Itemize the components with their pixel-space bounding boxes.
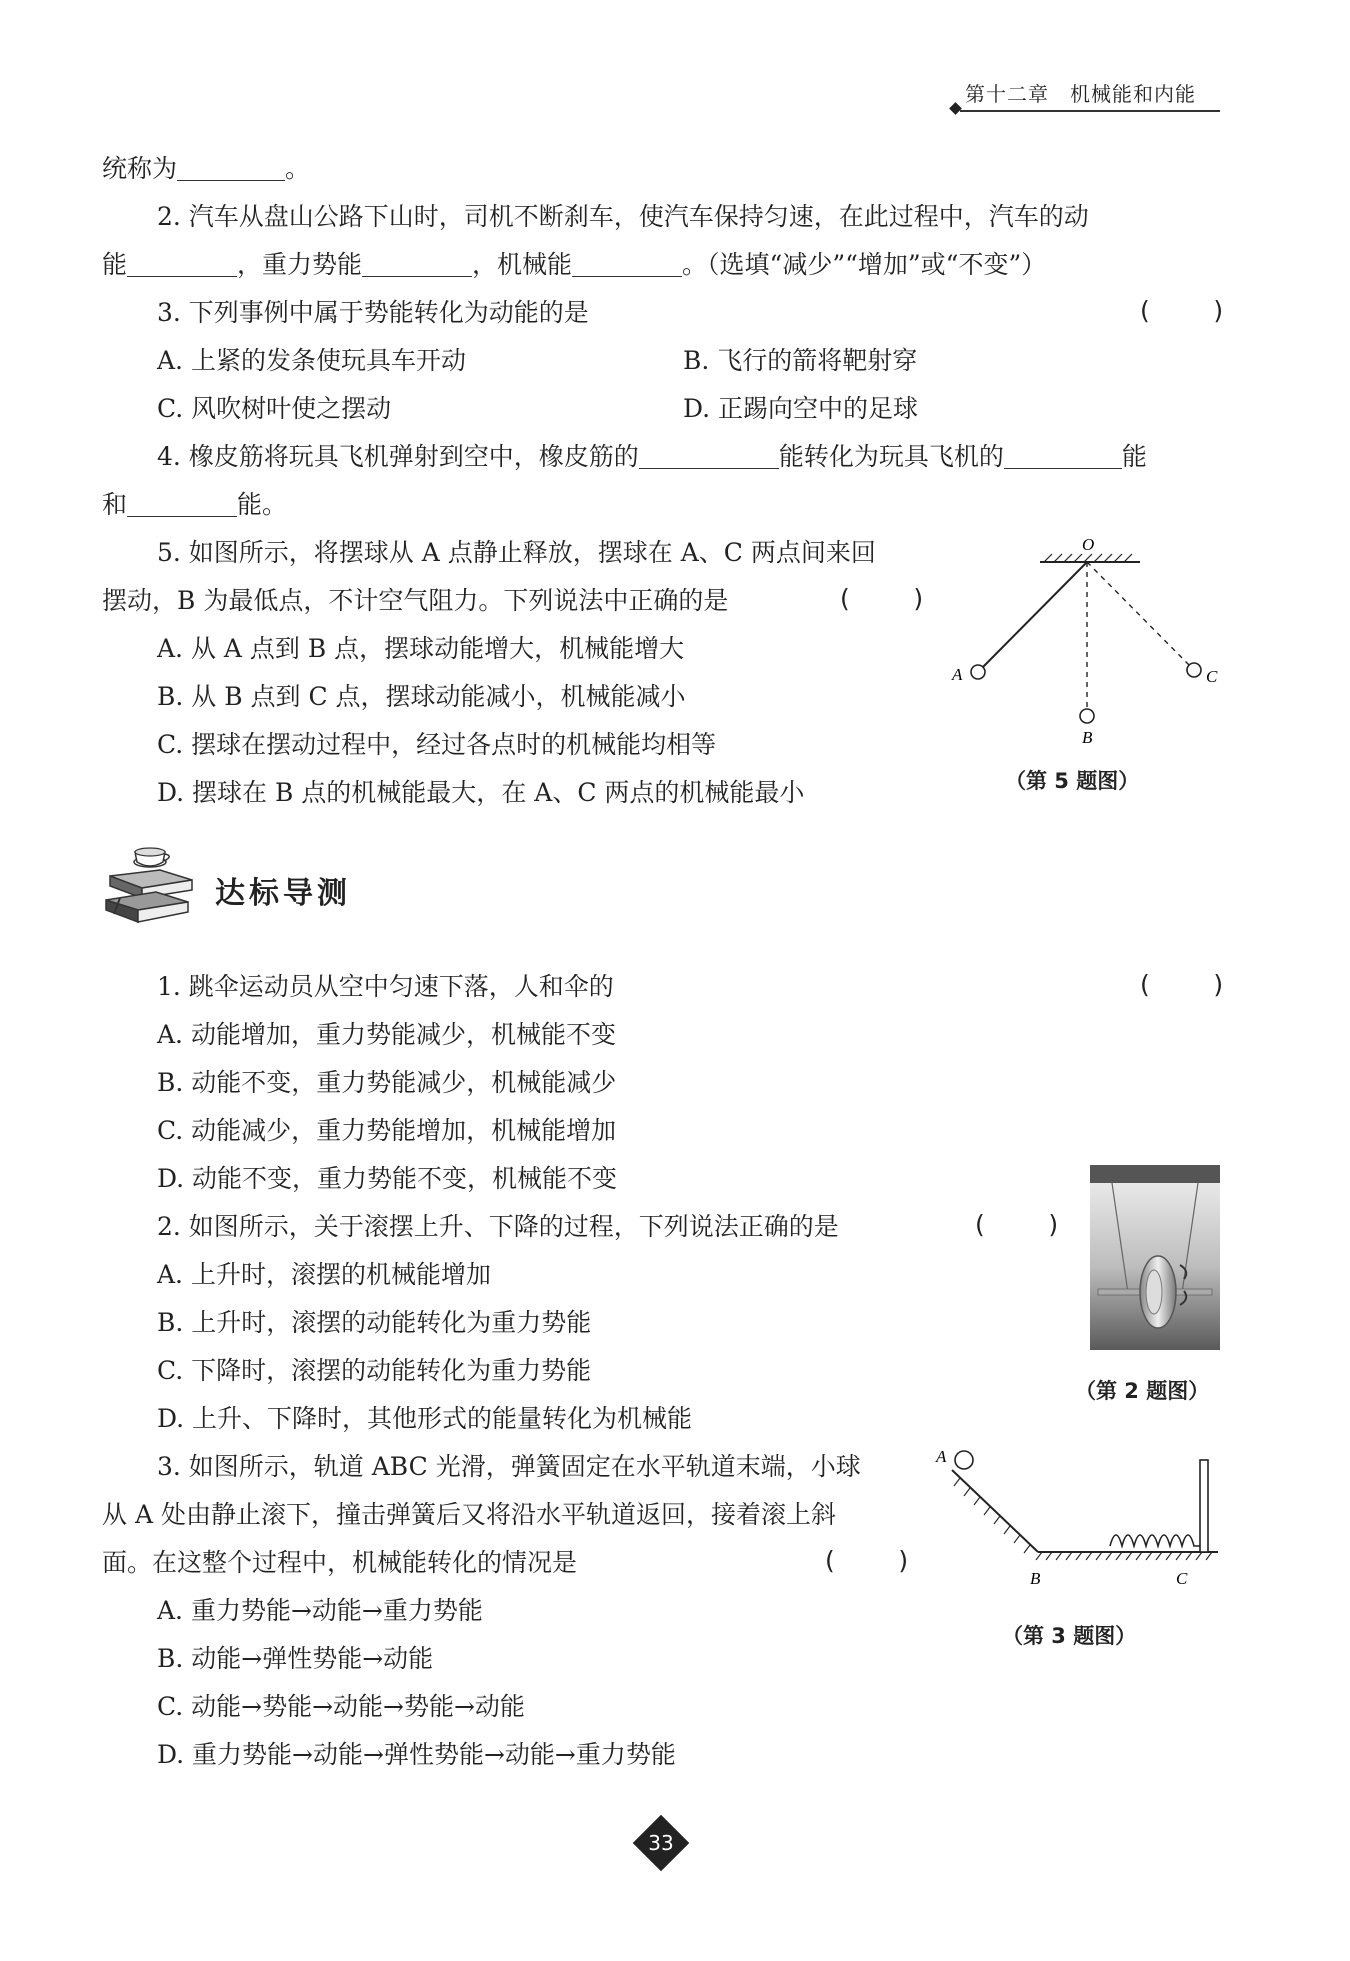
t2-option-c: C. 下降时，滚摆的动能转化为重力势能 [157, 1356, 592, 1385]
q3-option-c: C. 风吹树叶使之摆动 [157, 394, 392, 423]
t3-option-a: A. 重力势能→动能→重力势能 [157, 1596, 483, 1625]
label-a: A [952, 665, 963, 684]
t1-option-d: D. 动能不变，重力势能不变，机械能不变 [157, 1164, 618, 1193]
q4-line-1: 4. 橡皮筋将玩具飞机弹射到空中，橡皮筋的 能转化为玩具飞机的 能 [157, 442, 1147, 471]
label-c: C [1176, 1569, 1188, 1588]
answer-bracket[interactable]: ( ) [825, 1546, 909, 1575]
answer-blank[interactable] [639, 444, 779, 469]
t2-stem: 2. 如图所示，关于滚摆上升、下降的过程，下列说法正确的是 [157, 1212, 839, 1241]
label-b: B [1030, 1569, 1041, 1588]
label-b: B [1082, 728, 1093, 747]
chapter-title: 机械能和内能 [1070, 82, 1196, 106]
q5-option-a: A. 从 A 点到 B 点，摆球动能增大，机械能增大 [157, 634, 685, 663]
header-rule [960, 110, 1220, 112]
answer-blank[interactable] [127, 492, 237, 517]
t1-option-b: B. 动能不变，重力势能减少，机械能减少 [157, 1068, 617, 1097]
label-c: C [1206, 667, 1218, 686]
fig3-caption: （第 3 题图） [1002, 1624, 1137, 1648]
q3-option-a: A. 上紧的发条使玩具车开动 [157, 346, 466, 375]
answer-bracket[interactable]: ( ) [1140, 296, 1224, 325]
t2-option-a: A. 上升时，滚摆的机械能增加 [157, 1260, 491, 1289]
q5-option-c: C. 摆球在摆动过程中，经过各点时的机械能均相等 [157, 730, 717, 759]
q5-line-1: 5. 如图所示，将摆球从 A 点静止释放，摆球在 A、C 两点间来回 [157, 538, 876, 567]
fig5-caption: （第 5 题图） [1005, 769, 1140, 793]
page-number: 33 [648, 1831, 674, 1855]
answer-blank[interactable] [1004, 444, 1122, 469]
answer-blank[interactable] [572, 252, 682, 277]
label-a: A [936, 1447, 947, 1466]
q3-option-d: D. 正踢向空中的足球 [683, 394, 919, 423]
q2-line-1: 2. 汽车从盘山公路下山时，司机不断刹车，使汽车保持匀速，在此过程中，汽车的动 [157, 202, 1089, 231]
q3-stem: 3. 下列事例中属于势能转化为动能的是 [157, 298, 589, 327]
t3-option-d: D. 重力势能→动能→弹性势能→动能→重力势能 [157, 1740, 676, 1769]
answer-bracket[interactable]: ( ) [975, 1210, 1059, 1239]
answer-bracket[interactable]: ( ) [1140, 970, 1224, 999]
q4-line-2: 和 能。 [102, 490, 288, 519]
maxwell-wheel-figure [1090, 1165, 1220, 1350]
q3-option-b: B. 飞行的箭将靶射穿 [683, 346, 918, 375]
t3-option-c: C. 动能→势能→动能→势能→动能 [157, 1692, 525, 1721]
t1-option-c: C. 动能减少，重力势能增加，机械能增加 [157, 1116, 617, 1145]
books-coffee-icon [100, 840, 200, 935]
fig2-caption: （第 2 题图） [1075, 1379, 1210, 1403]
section-title: 达标导测 [215, 876, 351, 911]
t2-option-b: B. 上升时，滚摆的动能转化为重力势能 [157, 1308, 592, 1337]
t1-option-a: A. 动能增加，重力势能减少，机械能不变 [157, 1020, 616, 1049]
answer-blank[interactable] [177, 156, 285, 181]
t3-line-2: 从 A 处由静止滚下，撞击弹簧后又将沿水平轨道返回，接着滚上斜 [102, 1500, 836, 1529]
t1-stem: 1. 跳伞运动员从空中匀速下落，人和伞的 [157, 972, 614, 1001]
answer-blank[interactable] [127, 252, 237, 277]
t2-option-d: D. 上升、下降时，其他形式的能量转化为机械能 [157, 1404, 693, 1433]
chapter-number: 第十二章 [965, 82, 1049, 106]
answer-blank[interactable] [362, 252, 472, 277]
q1-tail-line: 统称为 。 [102, 154, 311, 183]
q5-option-b: B. 从 B 点到 C 点，摆球动能减小，机械能减小 [157, 682, 686, 711]
t3-line-3: 面。在这整个过程中，机械能转化的情况是 [102, 1548, 578, 1577]
label-o: O [1082, 535, 1095, 554]
q2-line-2: 能 ，重力势能 ，机械能 。（选填“减少”“增加”或“不变”） [102, 250, 1047, 279]
t3-option-b: B. 动能→弹性势能→动能 [157, 1644, 434, 1673]
track-spring-figure [930, 1440, 1230, 1600]
chapter-header [965, 78, 1196, 107]
q5-line-2: 摆动，B 为最低点，不计空气阻力。下列说法中正确的是 [102, 586, 729, 615]
t3-line-1: 3. 如图所示，轨道 ABC 光滑，弹簧固定在水平轨道末端，小球 [157, 1452, 861, 1481]
answer-bracket[interactable]: ( ) [840, 584, 924, 613]
header-diamond-icon [949, 102, 962, 115]
q5-option-d: D. 摆球在 B 点的机械能最大，在 A、C 两点的机械能最小 [157, 778, 805, 807]
pendulum-figure [940, 530, 1230, 760]
